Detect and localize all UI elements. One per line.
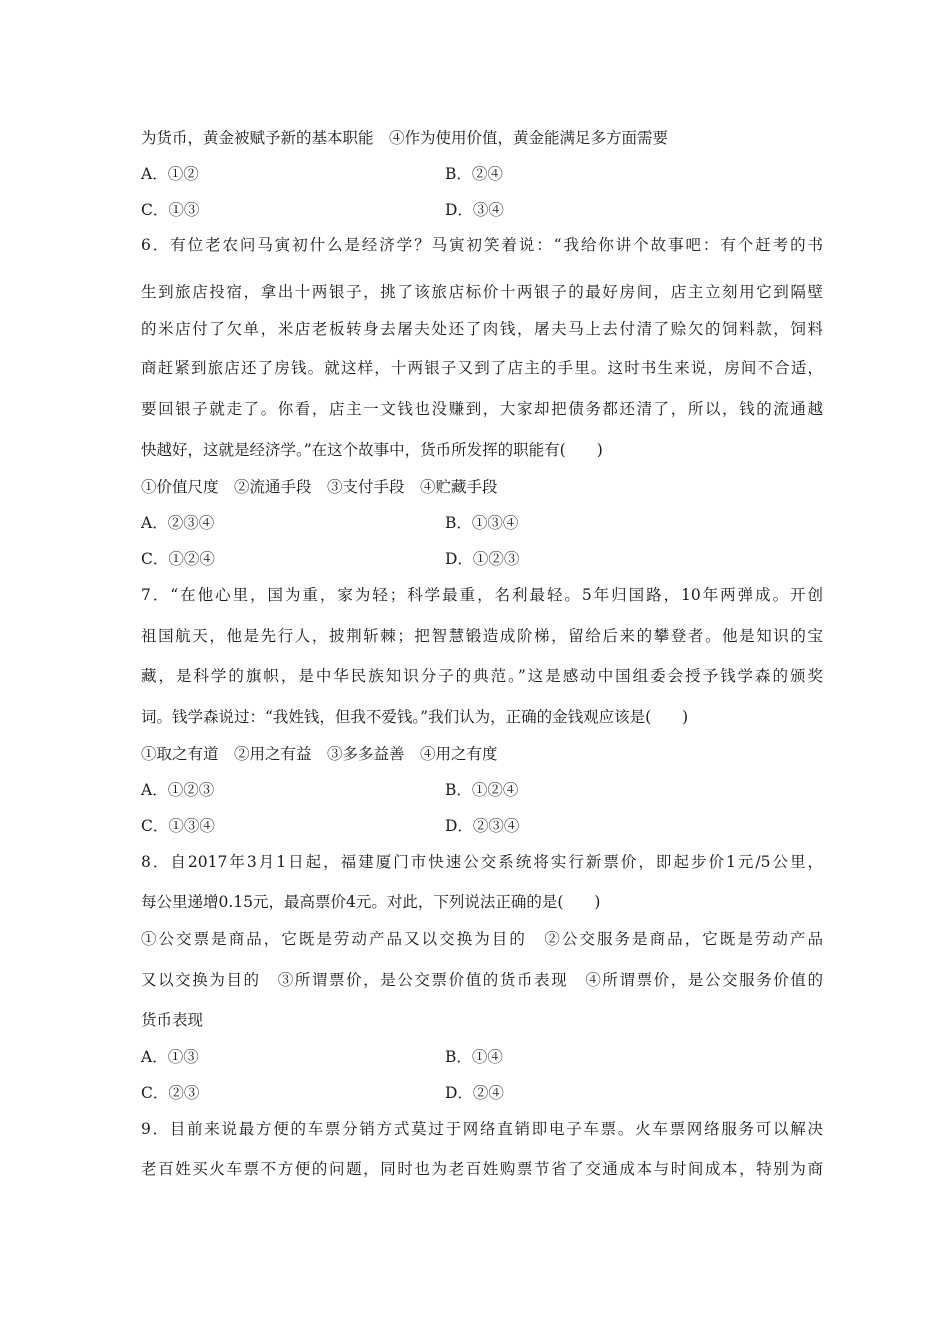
q5-option-c: C．①③ xyxy=(141,201,200,219)
q7-option-a: A．①②③ xyxy=(141,781,215,799)
q7-text-line: 藏，是科学的旗帜，是中华民族知识分子的典范。”这是感动中国组委会授予钱学森的颁奖 xyxy=(141,667,823,685)
q5-option-d: D．③④ xyxy=(445,201,504,219)
q8-text-line: 每公里递增0.15元，最高票价4元。对此，下列说法正确的是( ) xyxy=(141,893,601,911)
q8-text-line: ①公交票是商品，它既是劳动产品又以交换为目的 ②公交服务是商品，它既是劳动产品 xyxy=(141,930,823,948)
q8-option-b: B．①④ xyxy=(445,1048,503,1066)
q7-choices: ①取之有道 ②用之有益 ③多多益善 ④用之有度 xyxy=(141,745,498,763)
q7-option-d: D．②③④ xyxy=(445,817,520,835)
q6-option-a: A．②③④ xyxy=(141,514,215,532)
q6-option-c: C．①②④ xyxy=(141,550,215,568)
q6-choices: ①价值尺度 ②流通手段 ③支付手段 ④贮藏手段 xyxy=(141,478,498,496)
q8-text-line: 8．自2017年3月1日起，福建厦门市快速公交系统将实行新票价，即起步价1元/5公里， xyxy=(141,853,823,871)
q6-text-line: 商赶紧到旅店还了房钱。就这样，十两银子又到了店主的手里。这时书生来说，房间不合适， xyxy=(141,359,823,377)
q7-text-line: 7．“在他心里，国为重，家为轻；科学最重，名利最轻。5年归国路，10年两弹成。开创 xyxy=(141,586,823,604)
q9-text-line: 9．目前来说最方便的车票分销方式莫过于网络直销即电子车票。火车票网络服务可以解决 xyxy=(141,1120,823,1138)
q6-text-line: 生到旅店投宿，拿出十两银子，挑了该旅店标价十两银子的最好房间，店主立刻用它到隔壁 xyxy=(141,283,823,301)
q6-text-line: 6．有位老农问马寅初什么是经济学？马寅初笑着说：“我给你讲个故事吧：有个赶考的书 xyxy=(141,236,823,254)
q8-text-line: 又以交换为目的 ③所谓票价，是公交票价值的货币表现 ④所谓票价，是公交服务价值的 xyxy=(141,971,823,989)
q8-text-line: 货币表现 xyxy=(141,1011,204,1029)
q6-text-line: 要回银子就走了。你看，店主一文钱也没赚到，大家却把债务都还清了，所以，钱的流通越 xyxy=(141,400,823,418)
q6-text-line: 快越好，这就是经济学。”在这个故事中，货币所发挥的职能有( ) xyxy=(141,441,603,459)
q7-text-line: 祖国航天，他是先行人，披荆斩棘；把智慧锻造成阶梯，留给后来的攀登者。他是知识的宝 xyxy=(141,627,823,645)
q7-option-c: C．①③④ xyxy=(141,817,215,835)
q6-text-line: 的米店付了欠单，米店老板转身去屠夫处还了肉钱，屠夫马上去付清了赊欠的饲料款，饲料 xyxy=(141,320,823,338)
q5-text-line: 为货币，黄金被赋予新的基本职能 ④作为使用价值，黄金能满足多方面需要 xyxy=(141,129,669,147)
q8-option-c: C．②③ xyxy=(141,1084,200,1102)
q9-text-line: 老百姓买火车票不方便的问题，同时也为老百姓购票节省了交通成本与时间成本，特别为商 xyxy=(141,1160,823,1178)
q7-text-line: 词。钱学森说过：“我姓钱，但我不爱钱。”我们认为，正确的金钱观应该是( ) xyxy=(141,708,689,726)
q8-option-d: D．②④ xyxy=(445,1084,504,1102)
q6-option-d: D．①②③ xyxy=(445,550,520,568)
q5-option-b: B．②④ xyxy=(445,165,503,183)
q6-option-b: B．①③④ xyxy=(445,514,519,532)
q5-option-a: A．①② xyxy=(141,165,199,183)
q7-option-b: B．①②④ xyxy=(445,781,519,799)
q8-option-a: A．①③ xyxy=(141,1048,199,1066)
